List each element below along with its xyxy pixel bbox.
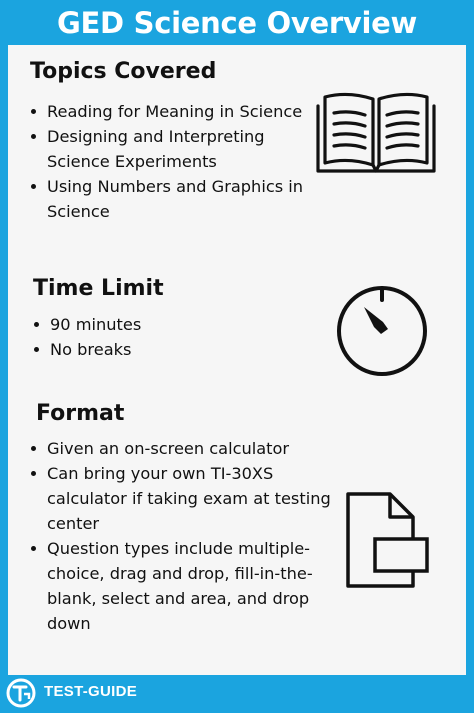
test-guide-logo-icon [6,678,36,708]
list-item: Reading for Meaning in Science [30,99,320,124]
topics-heading: Topics Covered [30,59,217,84]
list-item: Given an on-screen calculator [30,436,336,461]
content-panel [8,45,466,675]
format-heading: Format [36,401,125,426]
topics-section [30,59,320,224]
brand-name: TEST-GUIDE [44,683,138,700]
list-item: Designing and Interpreting Science Experiments [30,124,320,174]
time-limit-section [33,276,323,362]
list-item: 90 minutes [33,312,323,337]
topics-list [30,99,320,224]
list-item: Using Numbers and Graphics in Science [30,174,320,224]
book-icon [315,91,437,177]
list-item: Question types include multiple-choice, drag and drop, fill-in-the-blank, select and area, and drop down [30,536,336,636]
clock-icon [334,283,430,379]
time-limit-heading: Time Limit [33,276,164,301]
header-banner [0,0,474,46]
document-icon [345,491,431,589]
list-item: Can bring your own TI-30XS calculator if taking exam at testing center [30,461,336,536]
format-section [36,401,336,636]
list-item: No breaks [33,337,323,362]
footer-bar [0,675,474,710]
format-list [30,436,336,636]
page-title: GED Science Overview [57,5,417,40]
time-limit-list [33,312,323,362]
